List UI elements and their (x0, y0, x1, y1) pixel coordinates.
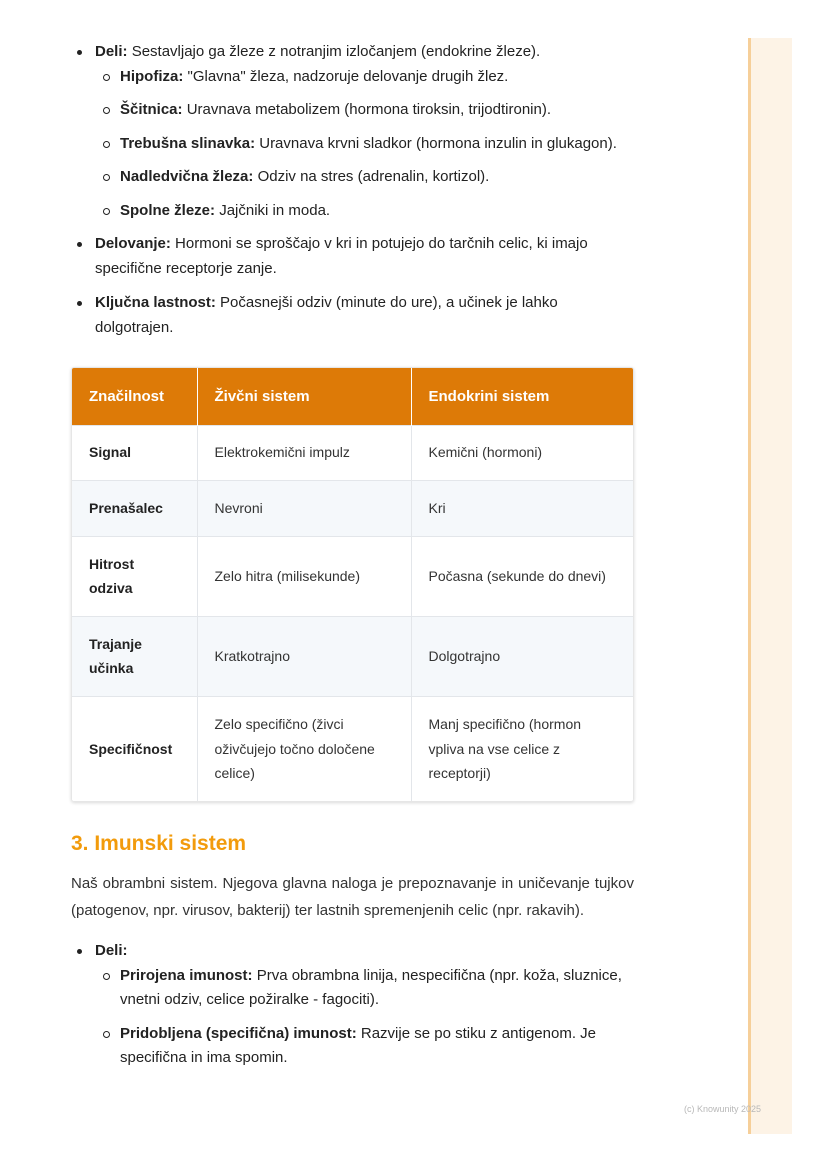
list-item-gland (71, 165, 634, 190)
cell-endocrine: Počasna (sekunde do dnevi) (411, 536, 634, 616)
cell-endocrine: Manj specifično (hormon vpliva na vse celice z receptorji) (411, 696, 634, 801)
gland-desc: Jajčniki in moda. (219, 201, 331, 219)
content (71, 40, 634, 1080)
glands-list (95, 65, 634, 224)
list-item-gland (71, 98, 634, 123)
gland-desc: Uravnava metabolizem (hormona tiroksin, trijodtironin). (186, 101, 552, 118)
list-item-gland (71, 199, 634, 224)
immune-parts-label: Deli: (95, 942, 128, 959)
cell-nervous: Kratkotrajno (197, 616, 411, 696)
section-heading-immune: 3. Imunski sistem (71, 832, 247, 855)
cell-nervous: Zelo hitra (milisekunde) (197, 536, 411, 616)
list-item-gland (71, 132, 634, 157)
immunity-desc: Razvije se po stiku z antigenom. Je specifična in ima spomin. (120, 1024, 596, 1066)
header-nervous: Živčni sistem (197, 368, 411, 425)
immune-parts-list (95, 964, 634, 1071)
list-item-immune-parts (71, 939, 634, 1071)
immunity-name: Pridobljena (specifična) imunost: (120, 1024, 357, 1042)
action-text: Hormoni se sproščajo v kri in potujejo do tarčnih celic, ki imajo specifične receptorje zanje. (95, 235, 588, 277)
cell-nervous: Zelo specifično (živci oživčujejo točno določene celice) (197, 696, 411, 801)
comparison-table-wrap (71, 367, 634, 802)
parts-label: Deli: (95, 43, 128, 60)
cell-endocrine: Kri (411, 480, 634, 536)
table-row (72, 536, 634, 616)
cell-feature: Prenašalec (72, 480, 197, 536)
watermark: (c) Knowunity 2025 (684, 1104, 762, 1114)
cell-feature: Hitrost odziva (72, 536, 197, 616)
list-item-gland (71, 65, 634, 90)
table-row (72, 425, 634, 480)
cell-nervous: Elektrokemični impulz (197, 425, 411, 480)
list-item-immunity (71, 1022, 634, 1071)
action-label: Delovanje: (95, 235, 171, 252)
list-item-immunity (71, 964, 634, 1013)
side-margin-strip (748, 38, 792, 1134)
comparison-table (72, 368, 634, 801)
table-row (72, 696, 634, 801)
table-row (72, 480, 634, 536)
cell-nervous: Nevroni (197, 480, 411, 536)
table-header-row (72, 368, 634, 425)
cell-endocrine: Dolgotrajno (411, 616, 634, 696)
cell-feature: Trajanje učinka (72, 616, 197, 696)
gland-name: Spolne žleze: (120, 201, 216, 219)
immunity-desc: Prva obrambna linija, nespecifična (npr. koža, sluznice, vnetni odziv, celice požiralke - fagociti). (120, 966, 622, 1008)
immune-list (71, 939, 634, 1071)
cell-feature: Signal (72, 425, 197, 480)
key-text: Počasnejši odziv (minute do ure), a učinek je lahko dolgotrajen. (95, 294, 558, 336)
immune-intro: Naš obrambni sistem. Njegova glavna naloga je prepoznavanje in uničevanje tujkov (patogenov, npr. virusov, bakterij) ter lastnih spremenjenih celic (npr. rakavih). (71, 875, 634, 919)
immunity-name: Prirojena imunost: (120, 966, 253, 984)
gland-name: Nadledvična žleza: (120, 168, 254, 185)
gland-name: Trebušna slinavka: (120, 134, 256, 152)
cell-endocrine: Kemični (hormoni) (411, 425, 634, 480)
gland-desc: Odziv na stres (adrenalin, kortizol). (257, 168, 490, 185)
gland-desc: Uravnava krvni sladkor (hormona inzulin in glukagon). (259, 134, 617, 152)
gland-name: Hipofiza: (120, 67, 184, 85)
list-item-action (71, 232, 634, 281)
table-row (72, 616, 634, 696)
gland-name: Ščitnica: (120, 101, 183, 118)
header-endocrine: Endokrini sistem (411, 368, 634, 425)
list-item-parts (71, 40, 634, 223)
gland-desc: "Glavna" žleza, nadzoruje delovanje drugih žlez. (187, 67, 509, 85)
cell-feature: Specifičnost (72, 696, 197, 801)
parts-text: Sestavljajo ga žleze z notranjim izločanjem (endokrine žleze). (131, 43, 541, 60)
endocrine-list (71, 40, 634, 340)
list-item-key (71, 291, 634, 340)
key-label: Ključna lastnost: (95, 294, 216, 311)
header-feature: Značilnost (72, 368, 197, 425)
